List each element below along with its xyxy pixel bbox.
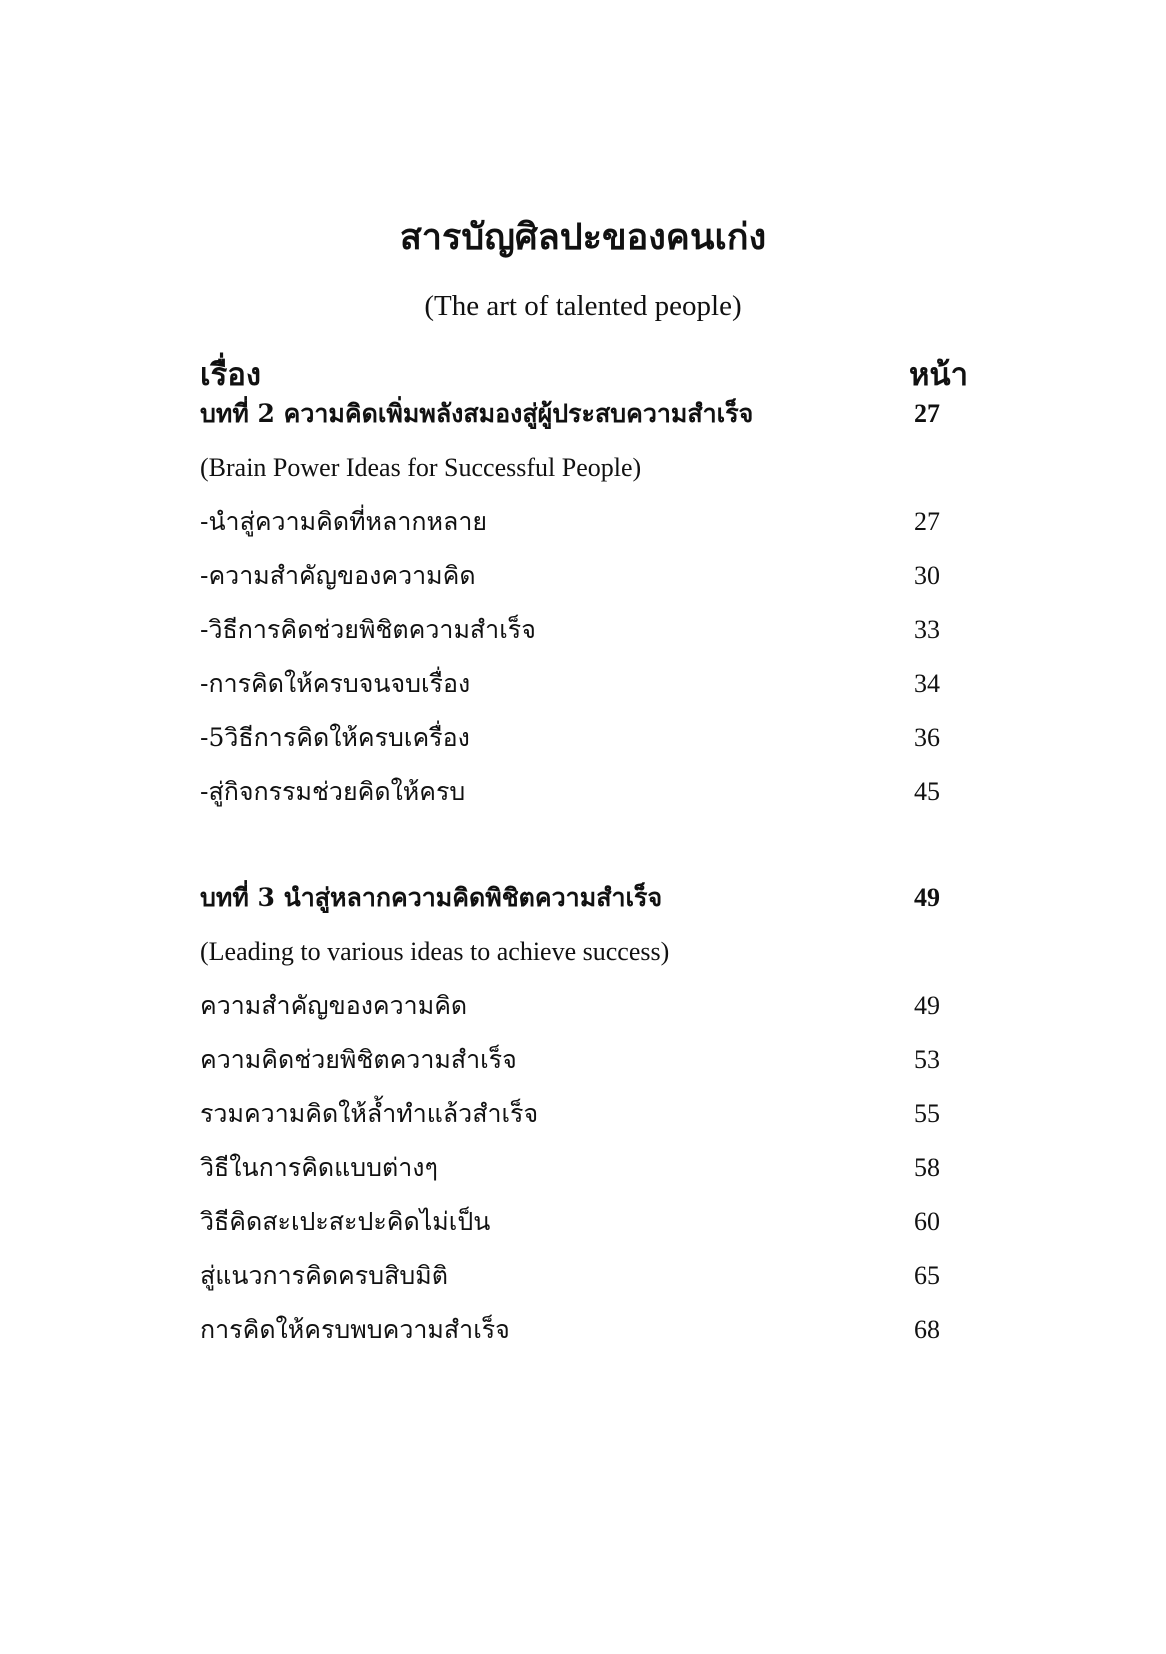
toc-item-page: 55 — [914, 1099, 940, 1128]
toc-item-page: 27 — [914, 507, 940, 536]
page-subtitle: (The art of talented people) — [424, 290, 742, 322]
toc-item-label: -การคิดให้ครบจนจบเรื่อง — [200, 669, 471, 698]
chapter-english-title: (Leading to various ideas to achieve success) — [200, 937, 670, 966]
toc-item-row — [200, 1254, 948, 1298]
toc-item-page: 58 — [914, 1153, 940, 1182]
toc-item-row — [200, 1038, 948, 1082]
page-column-header: หน้า — [908, 357, 968, 393]
topic-column-header: เรื่อง — [200, 357, 262, 393]
toc-item-page: 33 — [914, 615, 940, 644]
toc-item-page: 60 — [914, 1207, 940, 1236]
toc-item-label: -ความสำคัญของความคิด — [200, 561, 476, 590]
toc-item-label: วิธีคิดสะเปะสะปะคิดไม่เป็น — [200, 1207, 491, 1236]
toc-english-subtitle-row — [200, 930, 948, 974]
toc-item-label: -วิธีการคิดช่วยพิชิตความสำเร็จ — [200, 615, 536, 644]
toc-item-row — [200, 1146, 948, 1190]
toc-item-row — [200, 554, 948, 598]
chapter-english-title: (Brain Power Ideas for Successful People) — [200, 453, 642, 482]
chapter-title: บทที่ 2 ความคิดเพิ่มพลังสมองสู่ผู้ประสบความสำเร็จ — [200, 399, 754, 428]
toc-item-page: 68 — [914, 1315, 940, 1344]
toc-english-subtitle-row — [200, 446, 948, 490]
chapter-title: บทที่ 3 นำสู่หลากความคิดพิชิตความสำเร็จ — [200, 883, 663, 912]
toc-item-label: -สู่กิจกรรมช่วยคิดให้ครบ — [200, 777, 466, 806]
toc-item-page: 65 — [914, 1261, 940, 1290]
toc-item-label: รวมความคิดให้ล้ำทำแล้วสำเร็จ — [200, 1099, 539, 1128]
toc-item-row — [200, 500, 948, 544]
toc-item-row — [200, 608, 948, 652]
toc-chapter-row — [200, 392, 948, 436]
toc-item-row — [200, 770, 948, 814]
chapter-page-number: 49 — [914, 883, 940, 912]
toc-item-label: -5วิธีการคิดให้ครบเครื่อง — [200, 723, 470, 752]
chapter-page-number: 27 — [914, 399, 940, 428]
toc-item-page: 36 — [914, 723, 940, 752]
toc-item-page: 49 — [914, 991, 940, 1020]
toc-item-row — [200, 1092, 948, 1136]
toc-item-page: 30 — [914, 561, 940, 590]
toc-chapter-row — [200, 876, 948, 920]
toc-item-label: -นำสู่ความคิดที่หลากหลาย — [200, 507, 488, 536]
toc-item-label: สู่แนวการคิดครบสิบมิติ — [200, 1261, 448, 1290]
toc-item-row — [200, 1200, 948, 1244]
toc-item-label: วิธีในการคิดแบบต่างๆ — [200, 1153, 438, 1182]
toc-item-label: การคิดให้ครบพบความสำเร็จ — [200, 1315, 510, 1344]
toc-item-page: 53 — [914, 1045, 940, 1074]
toc-item-label: ความสำคัญของความคิด — [200, 991, 468, 1020]
toc-item-row — [200, 1308, 948, 1352]
toc-item-row — [200, 984, 948, 1028]
toc-item-page: 45 — [914, 777, 940, 806]
toc-item-label: ความคิดช่วยพิชิตความสำเร็จ — [200, 1045, 517, 1074]
toc-item-row — [200, 716, 948, 760]
toc-item-page: 34 — [914, 669, 940, 698]
toc-item-row — [200, 662, 948, 706]
page-title: สารบัญศิลปะของคนเก่ง — [399, 216, 767, 258]
